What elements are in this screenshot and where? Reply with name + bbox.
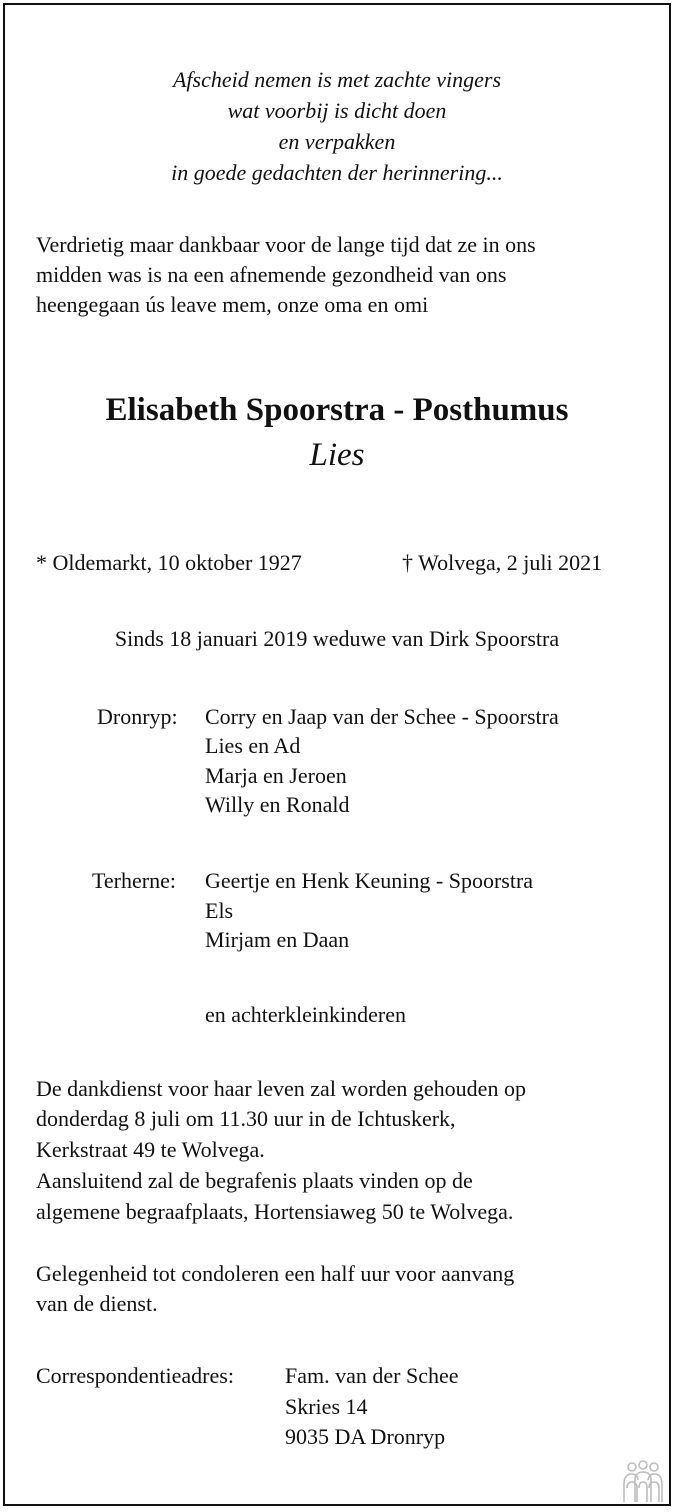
condolence-line: Gelegenheid tot condoleren een half uur voor aanvang — [36, 1261, 515, 1286]
service-line: donderdag 8 juli om 11.30 uur in de Ichtuskerk, — [36, 1106, 456, 1131]
birth-date: * Oldemarkt, 10 oktober 1927 — [36, 550, 302, 575]
intro-line: heengegaan ús leave mem, onze oma en omi — [36, 292, 429, 317]
great-grandchildren-line: en achterkleinkinderen — [205, 1002, 406, 1027]
poem-line: wat voorbij is dicht doen — [227, 98, 447, 123]
death-date: † Wolvega, 2 juli 2021 — [402, 550, 603, 575]
poem-line: en verpakken — [278, 129, 396, 154]
family-name: Mirjam en Daan — [205, 927, 350, 952]
intro-line: midden was is na een afnemende gezondheid van ons — [36, 262, 507, 287]
intro-line: Verdrietig maar dankbaar voor de lange tijd dat ze in ons — [36, 232, 536, 257]
deceased-name: Elisabeth Spoorstra - Posthumus — [105, 392, 569, 428]
deceased-nickname: Lies — [309, 437, 365, 473]
correspondence-line: 9035 DA Dronryp — [285, 1424, 446, 1449]
family-name: Corry en Jaap van der Schee - Spoorstra — [205, 704, 559, 729]
family-place-terherne: Terherne: — [92, 868, 176, 893]
service-line: De dankdienst voor haar leven zal worden gehouden op — [36, 1076, 526, 1101]
condolence-line: van de dienst. — [36, 1291, 158, 1316]
service-line: algemene begraafplaats, Hortensiaweg 50 te Wolvega. — [36, 1199, 514, 1224]
family-place-dronryp: Dronryp: — [97, 704, 178, 729]
family-name: Lies en Ad — [205, 733, 301, 758]
people-group-icon — [619, 1458, 667, 1504]
correspondence-line: Skries 14 — [285, 1394, 368, 1419]
family-name: Geertje en Henk Keuning - Spoorstra — [205, 868, 534, 893]
family-name: Marja en Jeroen — [205, 763, 347, 788]
correspondence-line: Fam. van der Schee — [285, 1363, 459, 1388]
service-line: Aansluitend zal de begrafenis plaats vinden op de — [36, 1168, 473, 1193]
poem-line: Afscheid nemen is met zachte vingers — [172, 67, 502, 92]
widow-line: Sinds 18 januari 2019 weduwe van Dirk Spoorstra — [114, 626, 560, 651]
family-name: Willy en Ronald — [205, 792, 350, 817]
obituary-card — [3, 3, 671, 1506]
service-line: Kerkstraat 49 te Wolvega. — [36, 1137, 265, 1162]
correspondence-label: Correspondentieadres: — [36, 1363, 234, 1388]
poem-line: in goede gedachten der herinnering... — [171, 160, 503, 185]
family-name: Els — [205, 898, 234, 923]
